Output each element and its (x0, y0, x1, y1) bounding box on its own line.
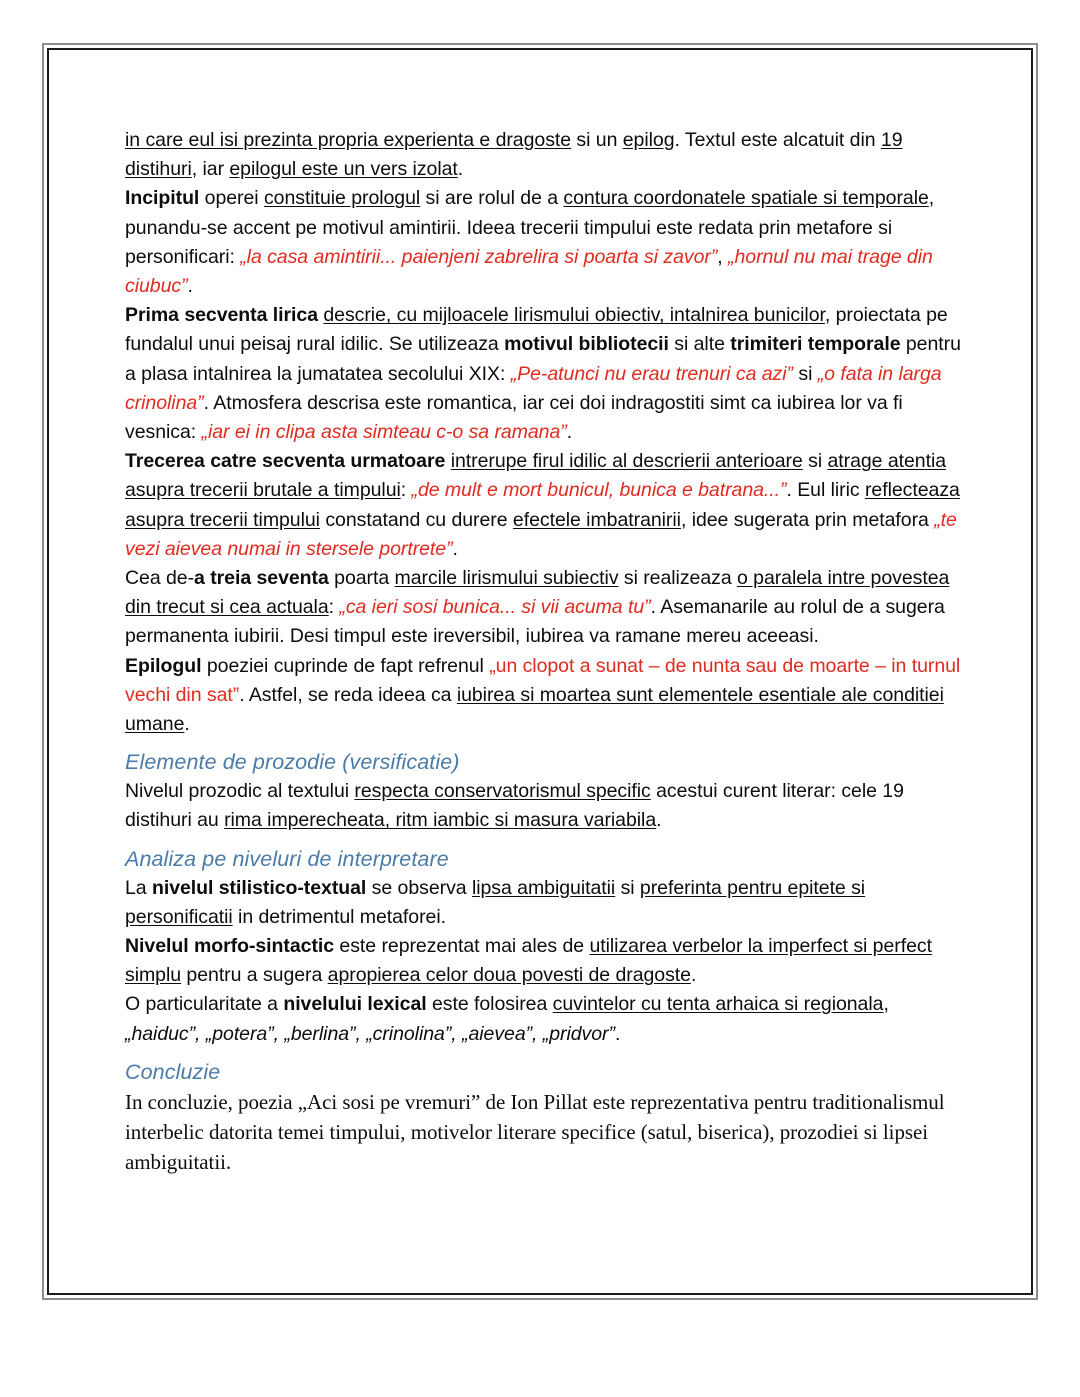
paragraph (125, 301, 965, 447)
text-run: nivelului lexical (283, 993, 427, 1016)
text-run: epilogul este un vers izolat (229, 158, 458, 181)
text-run: La (125, 876, 152, 899)
text-run: : (328, 596, 340, 619)
section-heading: Analiza pe niveluri de interpretare (125, 846, 449, 871)
text-run: 19 distihuri (125, 129, 903, 181)
text-run: poeziei cuprinde de fapt refrenul (201, 654, 490, 677)
text-run: apropierea celor doua povesti de dragoste (327, 964, 691, 987)
paragraph (125, 932, 965, 990)
text-run: motivul bibliotecii (504, 333, 669, 356)
text-run: reflecteaza asupra trecerii timpului (125, 479, 960, 531)
text-run: , idee sugerata prin metafora (680, 508, 935, 531)
text-run: . (184, 713, 190, 736)
text-run: preferinta pentru epitete si personificatii (125, 876, 866, 928)
text-run: pentru a plasa intalnirea la jumatatea secolului XIX: (125, 333, 961, 385)
paragraph (125, 184, 965, 301)
text-run: nivelul stilistico-textual (151, 876, 367, 899)
text-run: operei (199, 187, 264, 210)
text-run: lipsa ambiguitatii (471, 876, 616, 899)
text-run: Epilogul (125, 654, 202, 677)
text-run: Nivelul morfo-sintactic (125, 935, 335, 958)
text-run: . (656, 809, 662, 832)
text-run: si (793, 362, 818, 385)
text-run: poarta (328, 567, 395, 590)
text-run: si realizeaza (618, 567, 737, 590)
paragraph (125, 777, 965, 835)
text-run: „te vezi aievea numai in stersele portrete” (125, 508, 957, 560)
text-run: este reprezentat mai ales de (334, 935, 590, 958)
text-run: . (452, 537, 458, 560)
text-run: Cea de- (125, 567, 195, 590)
paragraph (125, 990, 965, 1048)
text-run: este folosirea (426, 993, 553, 1016)
document-page (42, 43, 1038, 1300)
text-run: . (566, 421, 573, 444)
paragraph (125, 126, 965, 184)
paragraph (125, 652, 965, 740)
text-run: . (690, 964, 697, 987)
text-run: , (717, 245, 729, 268)
text-run: in detrimentul metaforei. (232, 905, 446, 928)
text-run: Prima secventa lirica (125, 304, 318, 327)
text-run: . (457, 158, 464, 181)
text-run: si are rolul de a (420, 187, 564, 210)
text-run: , punandu-se accent pe motivul amintirii. Ideea trecerii timpului este redata prin metafore si personificari: (125, 187, 935, 268)
text-run: „Pe-atunci nu erau trenuri ca azi” (510, 362, 793, 385)
text-run: a treia seventa (194, 567, 329, 590)
text-run: O particularitate a (125, 993, 284, 1016)
text-run: constatand cu durere (319, 508, 513, 531)
text-run: Nivelul prozodic al textului (125, 780, 355, 803)
text-run: . Asemanarile au rolul de a sugera permanenta iubirii. Desi timpul este ireversibil, iubirea va ramane mereu aceeasi. (125, 596, 945, 648)
text-run: si (615, 876, 640, 899)
text-run: , (883, 993, 889, 1016)
text-run: efectele imbatranirii (512, 508, 681, 531)
text-run: , iar (191, 158, 230, 181)
text-run: , proiectata pe fundalul unui peisaj rural idilic. Se utilizeaza (125, 304, 948, 356)
text-run: „de mult e mort bunicul, bunica e batrana...” (411, 479, 787, 502)
text-run: „la casa amintirii... paienjeni zabrelira si poarta si zavor” (240, 245, 718, 268)
text-run: „o fata in larga crinolina” (125, 362, 942, 414)
text-run: atrage atentia asupra trecerii brutale a timpului (125, 450, 947, 502)
section-heading: Elemente de prozodie (versificatie) (125, 750, 460, 775)
text-run: „haiduc”, „potera”, „berlina”, „crinolina”, „aievea”, „pridvor” (125, 1022, 615, 1045)
text-run: . Eul liric (786, 479, 865, 502)
text-run: „ca ieri sosi bunica... si vii acuma tu” (339, 596, 651, 619)
text-run: pentru a sugera (181, 964, 328, 987)
text-run: acestui curent literar: cele 19 distihuri au (125, 780, 904, 832)
text-run: in care eul isi prezinta propria experienta e dragoste (125, 129, 572, 151)
text-run: . (187, 275, 193, 298)
paragraph (125, 874, 965, 932)
text-run: si alte (668, 333, 731, 356)
text-run: epilog (622, 129, 675, 151)
text-run: In concluzie, poezia „Aci sosi pe vremuri” de Ion Pillat este reprezentativa pentru traditionalismul interbelic datorita temei timpului, motivelor literare specifice (satul, biserica), prozodiei si lipsei ambiguitatii. (125, 1089, 945, 1174)
text-run: rima imperecheata, ritm iambic si masura variabila (224, 809, 657, 832)
text-run: intrerupe firul idilic al descrierii anterioare (450, 450, 803, 473)
text-run: Trecerea catre secventa urmatoare (125, 450, 446, 473)
text-run: si (802, 450, 828, 473)
text-run: respecta conservatorismul specific (354, 780, 651, 803)
text-run: . Textul este alcatuit din (674, 129, 881, 151)
text-run: descrie, cu mijloacele lirismului obiectiv, intalnirea bunicilor (323, 304, 825, 327)
text-run: : (400, 479, 412, 502)
paragraph (125, 447, 965, 564)
text-run: si un (571, 129, 623, 151)
paragraph (125, 564, 965, 652)
page-border-inner (47, 48, 1033, 1295)
text-run: „hornul nu mai trage din ciubuc” (125, 245, 933, 298)
text-run: marcile lirismului subiectiv (394, 567, 619, 590)
section-heading: Concluzie (125, 1059, 221, 1084)
text-run: o paralela intre povestea din trecut si cea actuala (125, 567, 950, 619)
text-run: „un clopot a sunat – de nunta sau de moarte – in turnul vechi din sat” (125, 654, 961, 706)
text-run: iubirea si moartea sunt elementele esentiale ale conditiei umane (125, 683, 944, 736)
paragraph (125, 1087, 965, 1177)
text-run: Incipitul (125, 187, 200, 210)
text-run: utilizarea verbelor la imperfect si perfect simplu (125, 935, 932, 987)
text-run: trimiteri temporale (730, 333, 901, 356)
text-run: cuvintelor cu tenta arhaica si regionala (552, 993, 884, 1016)
text-run: . (614, 1022, 621, 1045)
text-run: . Astfel, se reda ideea ca (239, 683, 457, 706)
text-run: contura coordonatele spatiale si temporale (563, 187, 929, 210)
text-run: constituie prologul (263, 187, 421, 210)
document-body (125, 126, 965, 1177)
text-run: „iar ei in clipa asta simteau c-o sa ramana” (201, 421, 567, 444)
text-run: . Atmosfera descrisa este romantica, iar cei doi indragostiti simt ca iubirea lor va fi vesnica: (125, 391, 903, 444)
text-run: se observa (366, 876, 472, 899)
